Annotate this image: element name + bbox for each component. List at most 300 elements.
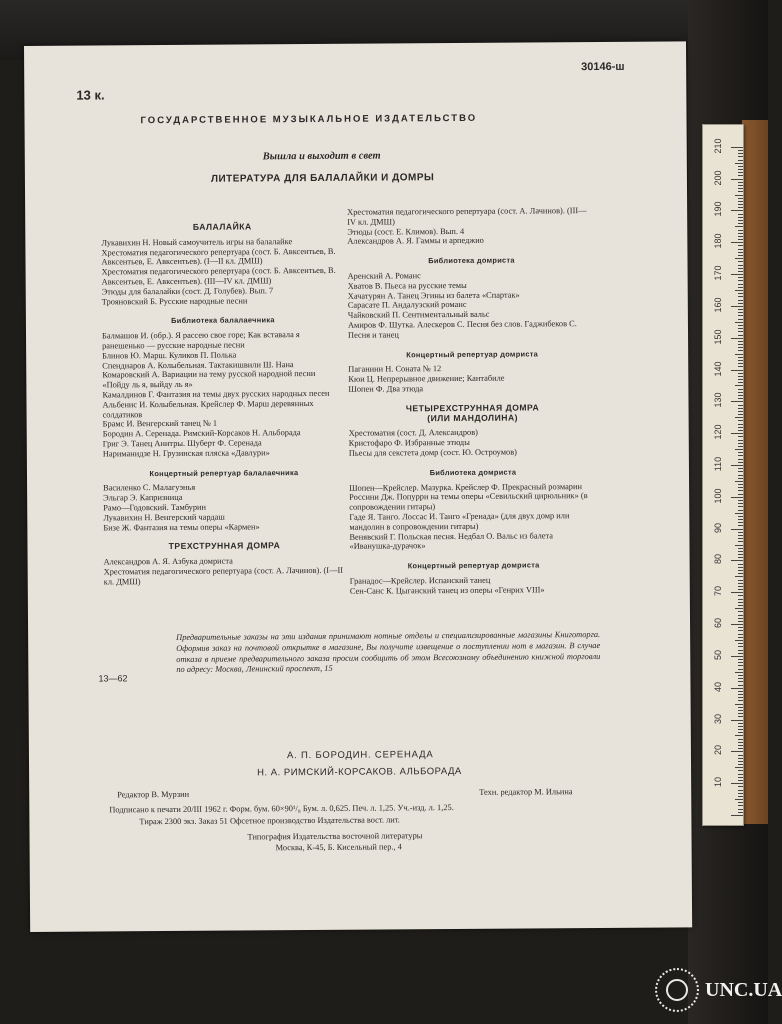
ruler-tick [738,595,743,596]
ruler-number: 90 [713,522,723,533]
list-item: Венявский Г. Польская песня. Недбал О. Вальс из балета «Иванушка-дурачок» [349,530,554,552]
ruler-tick [738,153,743,154]
ruler-tick [731,465,743,466]
editor-line: Редактор В. Мурзин [117,789,190,800]
ruler-number: 20 [713,745,723,756]
ruler-tick [735,163,743,164]
ruler-tick [738,805,743,806]
ruler-tick [738,331,743,332]
section-heading: Концертный репертуар домриста [407,560,540,571]
ruler-tick [738,182,743,183]
ruler-tick [738,643,743,644]
ruler-tick [738,188,743,189]
ruler-tick [738,611,743,612]
ruler-tick [738,315,743,316]
ruler-tick [738,204,743,205]
ruler-tick [738,455,743,456]
ruler-tick [735,767,743,768]
list-item: Кристофаро Ф. Избранные этюды [348,438,470,448]
ruler-tick [738,506,743,507]
list-item: Балмашов И. (обр.). Я рассею свое горе; Как вставала я ранешенько — русские народные песни [101,330,300,351]
ruler-tick [731,433,743,434]
ruler-tick [738,519,743,520]
ruler-tick [735,195,743,196]
library-list [348,270,596,340]
library-list [102,330,345,459]
list-item: Хрестоматия (сост. Д. Александров) [348,428,478,439]
list-item: Хрестоматия педагогического репертуара (сост. Б. Авксентьев, В. Авксентьев, Е. Авксентьев). (I—II кл. ДМШ) [101,246,336,267]
ruler-tick [738,207,743,208]
ruler-tick [738,659,743,660]
ruler-tick [738,490,743,491]
ruler-tick [738,723,743,724]
ruler-tick [738,522,743,523]
ruler-tick [738,786,743,787]
ruler-tick [738,510,743,511]
ruler-tick [735,672,743,673]
ruler-tick [738,220,743,221]
tech-editor-line: Техн. редактор М. Ильина [479,787,573,797]
section-heading: Библиотека домриста [428,255,515,266]
ruler-tick [738,742,743,743]
ruler-tick [735,322,743,323]
catalog-number: 13—62 [98,673,128,684]
ruler-tick [738,475,743,476]
ruler-tick [738,160,743,161]
ruler-tick [738,395,743,396]
ruler-number: 100 [713,488,723,504]
ruler-tick [738,366,743,367]
ruler-number: 210 [713,138,723,154]
ruler-tick [738,580,743,581]
ruler-tick [738,484,743,485]
ruler-tick [738,551,743,552]
ruler-tick [731,497,743,498]
ruler-tick [738,411,743,412]
ruler-tick [735,735,743,736]
watermark-text: UNC.UA [705,978,782,1001]
list-item: Трояновский Б. Русские народные песни [101,296,248,307]
list-item: Альбенис И. Колыбельная. Крейслер Ф. Марш деревянных солдатиков [102,398,314,420]
ruler-tick [738,328,743,329]
ruler-tick [738,319,743,320]
ruler-number: 40 [713,681,723,692]
ruler-tick [738,710,743,711]
concert-list [348,363,596,394]
list-item: Хрестоматия педагогического репертуара (сост. А. Лачинов). (I—II кл. ДМШ) [103,565,344,587]
ruler-tick [731,401,743,402]
ruler-tick [738,630,743,631]
ruler-tick [738,233,743,234]
list-item: Гаде Я. Танго. Лоссас И. Танго «Гренада» (для двух домр или мандолин в сопровождении гитары) [349,511,570,532]
watermark [655,968,782,1012]
ruler-tick [738,809,743,810]
ruler-tick [738,360,743,361]
list-item: Бородин А. Серенада. Римский-Корсаков Н. Альборада [102,428,301,439]
ruler-tick [735,449,743,450]
list-item: Брамс И. Венгерский танец № 1 [102,419,218,429]
ruler-tick [738,500,743,501]
ruler-tick [738,726,743,727]
ruler-tick [738,223,743,224]
ruler-tick [738,570,743,571]
ruler-tick [738,271,743,272]
ruler-tick [738,287,743,288]
ruler-tick [738,236,743,237]
ruler-number: 190 [713,201,723,217]
ruler-tick [731,529,743,530]
ruler-tick [738,350,743,351]
ruler-tick [738,713,743,714]
signed-line: Подписано к печати 20/III 1962 г. Форм. бум. 60×90¹/₈ Бум. л. 0,625. Печ. л. 1,25. Уч.-изд. л. 1,25. [109,803,454,815]
ruler-tick [731,370,743,371]
ruler-tick [738,678,743,679]
ruler-tick [738,599,743,600]
publisher-heading: ГОСУДАРСТВЕННОЕ МУЗЫКАЛЬНОЕ ИЗДАТЕЛЬСТВО [140,112,478,127]
list-item: Бизе Ж. Фантазия на темы оперы «Кармен» [103,521,260,532]
ruler-tick [738,761,743,762]
ruler-tick [738,758,743,759]
ruler-tick [738,175,743,176]
list-item: Блинов Ю. Марш. Куликов П. Полька [102,350,237,361]
list-item: Лукавихин Н. Новый самоучитель игры на балалайке [101,236,293,248]
ruler-tick [738,373,743,374]
ruler-tick [738,646,743,647]
ruler-tick [731,210,743,211]
ruler-number: 160 [713,297,723,313]
ruler [702,124,744,826]
list-item: Кюи Ц. Непрерывное движение; Кантабиле [348,373,505,384]
left-column [101,212,346,587]
ruler-tick [731,242,743,243]
list-item: Хрестоматия педагогического репертуара (сост. Б. Авксентьев, В. Авксентьев, Е. Авксентьев). (III—IV кл. ДМШ) [101,266,336,287]
ruler-tick [731,274,743,275]
concert2-list [350,575,598,596]
list-item: Лукавихин Н. Венгерский чардаш [103,512,225,523]
ruler-tick [735,481,743,482]
list-item: Аренский А. Романс [347,271,421,281]
ruler-tick [738,532,743,533]
ruler-tick [738,414,743,415]
ruler-tick [738,567,743,568]
ruler-tick [731,783,743,784]
ruler-tick [738,793,743,794]
ruler-tick [731,592,743,593]
list-item: Рамо—Годовский. Тамбурин [103,502,207,513]
ruler-tick [731,751,743,752]
list-item: Григ Э. Танец Анитры. Шуберт Ф. Серенада [102,438,262,449]
list-item: Александров А. Я. Азбука домриста [103,556,233,567]
ruler-tick [738,436,743,437]
ruler-number: 10 [713,777,723,788]
ruler-number: 110 [713,456,723,472]
imprint-title-1: А. П. БОРОДИН. СЕРЕНАДА [286,749,434,762]
list-item: Сарасате П. Андалузский романс [347,300,467,311]
ruler-tick [738,335,743,336]
ruler-tick [738,764,743,765]
ruler-tick [735,799,743,800]
ruler-tick [738,261,743,262]
press-line: Типография Издательства восточной литературы [247,831,423,842]
ruler-tick [738,268,743,269]
ruler-tick [738,420,743,421]
ruler-tick [738,602,743,603]
list-item: Спендиаров А. Колыбельная. Тактакишвили Ш. Нана [102,359,294,371]
ruler-tick [738,405,743,406]
ruler-tick [738,300,743,301]
ruler-tick [738,525,743,526]
ruler-tick [738,774,743,775]
ruler-tick [738,284,743,285]
ruler-tick [738,408,743,409]
ruler-tick [738,739,743,740]
document-page [24,41,692,932]
ruler-tick [738,707,743,708]
ruler-tick [738,277,743,278]
ruler-tick [738,716,743,717]
price: 13 к. [76,87,105,103]
list-item: Василенко С. Малагуэнья [103,483,196,493]
ruler-tick [738,459,743,460]
section-heading: БАЛАЛАЙКА [192,221,252,232]
section-heading: Библиотека домриста [429,467,517,477]
ruler-tick [738,796,743,797]
ruler-tick [735,545,743,546]
ruler-tick [738,249,743,250]
list-item: Александров А. Я. Гаммы и арпеджио [347,236,484,247]
ruler-tick [738,150,743,151]
ruler-tick [738,325,743,326]
list-item: Чайковский П. Сентиментальный вальс [347,309,490,320]
ruler-tick [738,650,743,651]
ruler-tick [735,290,743,291]
ruler-tick [738,548,743,549]
print-run-line: Тираж 2300 экз. Заказ 51 Офсетное производство Издательства вост. лит. [139,815,400,827]
ruler-number: 80 [713,554,723,565]
ruler-tick [735,608,743,609]
list-item: Шопен—Крейслер. Мазурка. Крейслер Ф. Прекрасный розмарин [349,481,582,493]
ruler-number: 150 [713,329,723,345]
ruler-tick [738,541,743,542]
ruler-number: 180 [713,233,723,249]
ruler-tick [731,656,743,657]
ruler-tick [738,487,743,488]
section-heading: ТРЕХСТРУННАЯ ДОМРА [168,540,281,552]
watermark-logo-icon [655,968,699,1012]
list-item: Шопен Ф. Два этюда [348,384,424,394]
ruler-tick [738,280,743,281]
concert-list [103,482,345,533]
ruler-tick [731,147,743,148]
ruler-tick [738,478,743,479]
four-string-list [349,427,597,458]
ruler-tick [738,634,743,635]
ruler-tick [738,255,743,256]
ruler-tick [738,185,743,186]
ruler-tick [738,748,743,749]
list-item: Камалдинов Г. Фантазия на темы двух русских народных песен [102,388,330,400]
ruler-tick [735,513,743,514]
ruler-tick [738,618,743,619]
ruler-tick [738,503,743,504]
ruler-tick [738,685,743,686]
ruler-tick [738,627,743,628]
list-item: Амиров Ф. Шутка. Алескеров С. Песня без слов. Гаджибеков С. Песня и танец [347,319,577,340]
ruler-tick [738,430,743,431]
ruler-number: 170 [713,265,723,281]
ruler-tick [738,230,743,231]
list-item: Этюды (сост. Е. Климов). Вып. 4 [347,226,465,237]
ruler-tick [738,392,743,393]
ruler-tick [738,662,743,663]
continued-list [347,206,595,247]
ruler-tick [738,637,743,638]
three-string-list [104,556,346,587]
ruler-number: 120 [713,424,723,440]
ruler-tick [738,446,743,447]
ruler-tick [738,357,743,358]
ruler-tick [738,462,743,463]
ruler-number: 70 [713,586,723,597]
ruler-number: 50 [713,649,723,660]
ruler-number: 130 [713,392,723,408]
list-item: Хачатурян А. Танец Эгины из балета «Спартак» [347,290,520,301]
ruler-tick [738,573,743,574]
ruler-tick [738,812,743,813]
ruler-tick [738,471,743,472]
ruler-number: 60 [713,618,723,629]
ruler-tick [735,704,743,705]
catalog-code: 30146-ш [581,60,625,74]
ruler-tick [735,640,743,641]
ruler-tick [738,379,743,380]
ruler-tick [735,385,743,386]
ruler-tick [738,376,743,377]
list-item: Гранадос—Крейслер. Испанский танец [349,575,491,586]
ruler-tick [738,443,743,444]
ruler-tick [738,494,743,495]
ruler-tick [738,538,743,539]
imprint-title-2: Н. А. РИМСКИЙ-КОРСАКОВ. АЛЬБОРАДА [257,765,462,779]
ruler-tick [738,309,743,310]
ruler-tick [738,468,743,469]
ruler-tick [735,576,743,577]
ruler-tick [738,303,743,304]
balalaika-list [101,237,343,307]
section-heading: Концертный репертуар балалаечника [149,467,299,478]
ruler-tick [738,166,743,167]
ruler-tick [738,589,743,590]
ruler-tick [738,732,743,733]
list-item: Хрестоматия педагогического репертуара (сост. А. Лачинов). (III—IV кл. ДМШ) [347,206,587,227]
ruler-tick [738,389,743,390]
section-heading: Библиотека балалаечника [171,315,275,326]
ruler-tick [738,191,743,192]
list-item: Комаровский А. Вариации на тему русской народной песни «Пойду ль я, выйду ль я» [102,369,316,390]
list-item: Пьесы для секстета домр (сост. Ю. Остроумов) [348,447,517,458]
ruler-tick [738,296,743,297]
ruler-tick [738,669,743,670]
ruler-tick [738,347,743,348]
ruler-tick [738,341,743,342]
ruler-tick [738,312,743,313]
ruler-tick [738,745,743,746]
ruler-tick [738,583,743,584]
ruler-tick [735,226,743,227]
ruler-number: 200 [713,170,723,186]
ruler-tick [738,424,743,425]
ruler-tick [738,452,743,453]
ruler-number: 30 [713,713,723,724]
library2-list [349,482,597,552]
ruler-tick [738,293,743,294]
section-heading: ЧЕТЫРЕХСТРУННАЯ ДОМРА [405,402,540,414]
list-item: Россини Дж. Попурри на темы оперы «Севильский цирюльник» (в сопровождении гитары) [349,491,588,512]
ruler-tick [738,217,743,218]
ruler-tick [738,675,743,676]
ruler-tick [731,815,743,816]
ruler-tick [738,605,743,606]
ruler-tick [738,245,743,246]
ruler-tick [738,780,743,781]
ruler-tick [731,720,743,721]
ruler-tick [735,258,743,259]
ruler-tick [738,697,743,698]
ruler-tick [738,665,743,666]
announcement: Вышла и выходит в свет [262,150,381,163]
ruler-tick [738,156,743,157]
ruler-tick [738,239,743,240]
list-item: Этюды для балалайки (сост. Д. Голубев). Вып. 7 [101,286,274,297]
list-item: Паганини Н. Соната № 12 [348,364,442,375]
ruler-tick [738,265,743,266]
ruler-tick [738,777,743,778]
ruler-tick [738,755,743,756]
right-column [347,206,598,596]
ruler-tick [731,306,743,307]
list-item: Эльгар Э. Капризница [103,493,183,503]
ruler-tick [738,729,743,730]
ruler-tick [738,201,743,202]
ruler-tick [738,172,743,173]
ruler-tick [738,790,743,791]
ruler-tick [738,516,743,517]
section-subheading: (ИЛИ МАНДОЛИНА) [427,412,519,423]
ruler-tick [738,398,743,399]
ruler-tick [731,179,743,180]
wooden-ruler-edge [742,120,768,824]
ruler-tick [735,417,743,418]
ruler-tick [738,700,743,701]
ruler-tick [738,694,743,695]
ruler-tick [738,564,743,565]
ruler-tick [738,554,743,555]
list-item: Сен-Санс К. Цыганский танец из оперы «Генрих VIII» [349,585,545,596]
ruler-tick [731,338,743,339]
ruler-tick [738,691,743,692]
ruler-tick [738,427,743,428]
ruler-tick [735,354,743,355]
press-address: Москва, К-45, Б. Кисельный пер., 4 [275,842,402,853]
ruler-tick [731,560,743,561]
ruler-tick [738,535,743,536]
ruler-number: 140 [713,361,723,377]
list-item: Хватов В. Пьеса на русские темы [347,280,467,291]
ruler-tick [738,770,743,771]
ruler-tick [738,615,743,616]
ruler-tick [738,621,743,622]
order-notice: Предварительные заказы на эти издания принимают нотные отделы и специализированные магазины Книготорга. Оформив заказ на почтовой открытке в магазине, Вы получите извещение о поступлении нот в магазин. В случае отказа в приеме предварительного заказа просим сообщить об этом Всесоюзному объединению книжной торговли по адресу: Москва, Ленинский проспект, 15 [176,629,601,675]
